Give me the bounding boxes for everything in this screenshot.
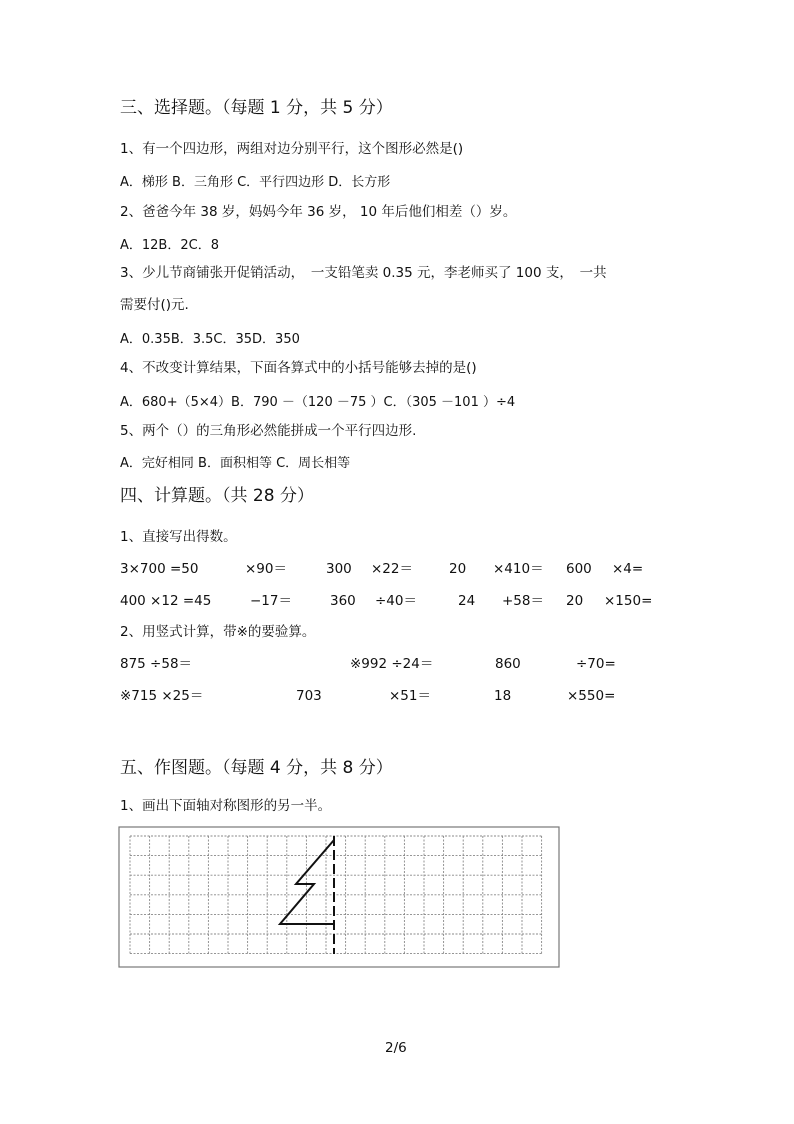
- calc-item: −17＝: [250, 593, 292, 609]
- calc-item: 600: [566, 561, 592, 577]
- calc-item: ×22＝: [371, 561, 413, 577]
- calc-item: 20: [566, 593, 584, 609]
- calc-item: ×550=: [567, 688, 616, 704]
- calc-item: +58＝: [502, 593, 544, 609]
- calc-question-2: 2、用竖式计算，带※的要验算。: [120, 624, 316, 640]
- section4-title: 四、计算题。（共 28 分）: [120, 486, 314, 506]
- calc-item: ×410＝: [493, 561, 544, 577]
- question-1: 1、有一个四边形，两组对边分别平行，这个图形必然是(): [120, 141, 464, 157]
- calc-item: 860: [495, 656, 521, 672]
- drawing-question-1: 1、画出下面轴对称图形的另一半。: [120, 798, 332, 814]
- calc-item: ×90＝: [245, 561, 287, 577]
- symmetry-grid: [118, 826, 560, 968]
- section5-title: 五、作图题。（每题 4 分，共 8 分）: [120, 758, 393, 778]
- question-4: 4、不改变计算结果，下面各算式中的小括号能够去掉的是(): [120, 360, 477, 376]
- calc-item: ※992 ÷24＝: [350, 656, 434, 672]
- calc-item: 20: [449, 561, 467, 577]
- calc-item: ×4=: [612, 561, 644, 577]
- question-2: 2、爸爸今年 38 岁，妈妈今年 36 岁， 10 年后他们相差（）岁。: [120, 204, 517, 220]
- question-3-line1: 3、少儿节商铺张开促销活动， 一支铅笔卖 0.35 元，李老师买了 100 支， 一共: [120, 265, 607, 281]
- calc-item: 300: [326, 561, 352, 577]
- calc-item: 18: [494, 688, 512, 704]
- calc-question-1: 1、直接写出得数。: [120, 529, 237, 545]
- question-5-options: A．完好相同 B．面积相等 C．周长相等: [120, 456, 351, 471]
- calc-item: 400 ×12 =45: [120, 593, 212, 609]
- question-5: 5、两个（）的三角形必然能拼成一个平行四边形.: [120, 423, 417, 439]
- question-2-options: A．12B．2C．8: [120, 238, 219, 253]
- calc-item: 24: [458, 593, 476, 609]
- calc-item: ×150=: [604, 593, 653, 609]
- question-4-options: A．680+（5×4）B．790 －（120 －75 ）C．（305 －101 ）÷4: [120, 395, 516, 410]
- calc-item: 360: [330, 593, 356, 609]
- calc-item: 703: [296, 688, 322, 704]
- calc-item: ÷70=: [576, 656, 616, 672]
- calc-item: 3×700 =50: [120, 561, 199, 577]
- calc-item: ※715 ×25＝: [120, 688, 204, 704]
- calc-item: ÷40＝: [375, 593, 417, 609]
- question-1-options: A．梯形 B．三角形 C．平行四边形 D．长方形: [120, 175, 391, 190]
- section3-title: 三、选择题。（每题 1 分，共 5 分）: [120, 98, 393, 118]
- grid-border: [119, 827, 559, 967]
- question-3-options: A．0.35B．3.5C．35D．350: [120, 332, 300, 347]
- calc-item: ×51＝: [389, 688, 431, 704]
- grid-lines: [130, 836, 542, 954]
- question-3-line2: 需要付()元.: [120, 297, 189, 313]
- calc-item: 875 ÷58＝: [120, 656, 193, 672]
- page-number: 2/6: [385, 1040, 407, 1056]
